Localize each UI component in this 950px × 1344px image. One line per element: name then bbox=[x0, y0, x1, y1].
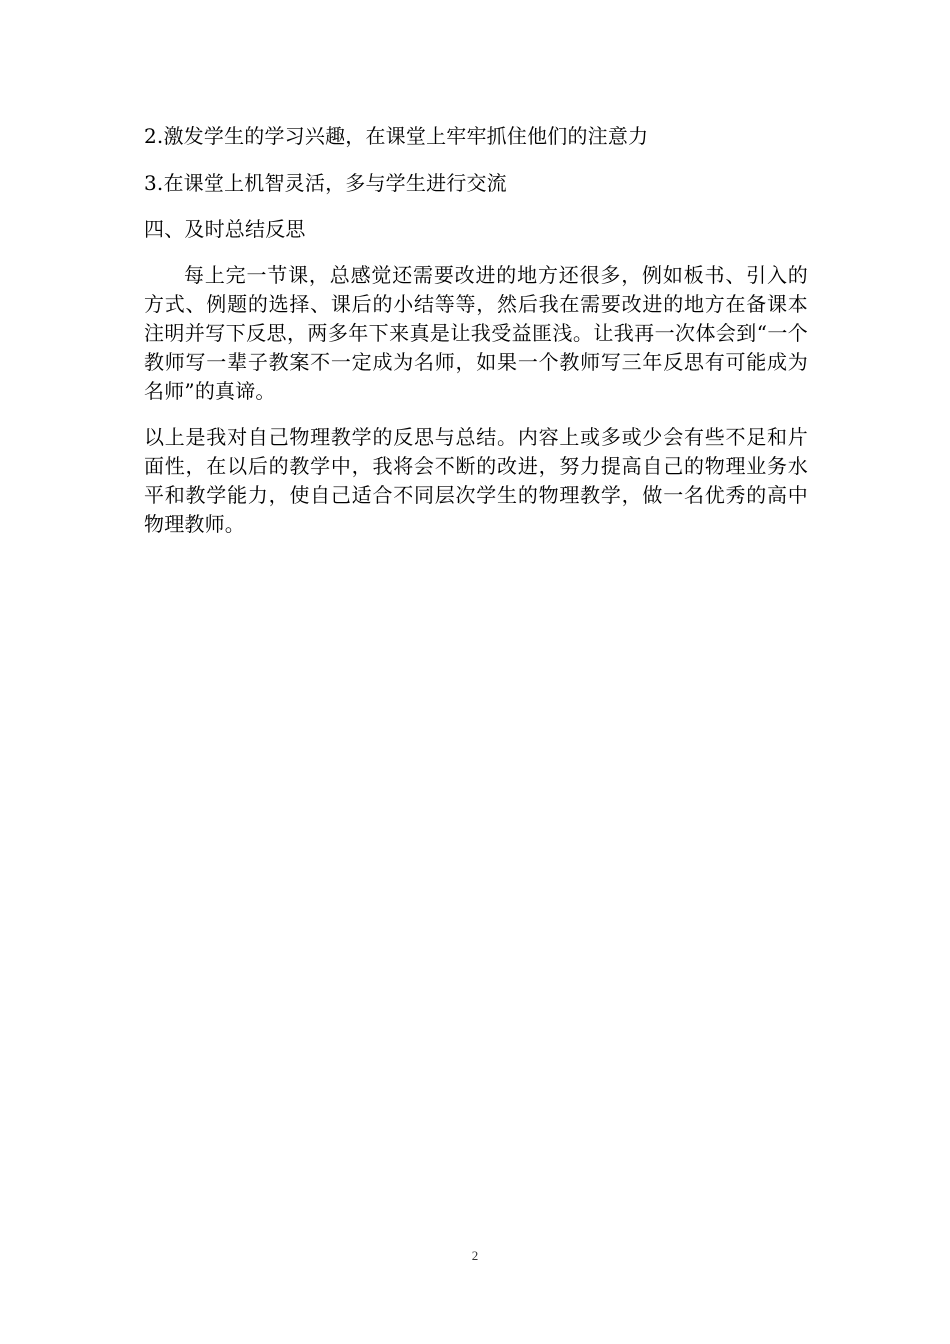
section-heading: 四、及时总结反思 bbox=[144, 217, 306, 241]
page-number: 2 bbox=[471, 1248, 479, 1263]
paragraph-summary: 以上是我对自己物理教学的反思与总结。内容上或多或少会有些不足和片面性，在以后的教学中，我将会不断的改进，努力提高自己的物理业务水平和教学能力，使自己适合不同层次学生的物理教学，做一名优秀的高中物理教师。 bbox=[144, 425, 808, 536]
paragraph-reflection: 每上完一节课，总感觉还需要改进的地方还很多，例如板书、引入的方式、例题的选择、课后的小结等等，然后我在需要改进的地方在备课本注明并写下反思，两多年下来真是让我受益匪浅。让我再一次体会到“一个教师写一辈子教案不一定成为名师，如果一个教师写三年反思有可能成为名师”的真谛。 bbox=[144, 263, 808, 403]
document-body bbox=[144, 121, 808, 539]
list-item-2: 2.激发学生的学习兴趣，在课堂上牢牢抓住他们的注意力 bbox=[144, 124, 649, 148]
list-item-3: 3.在课堂上机智灵活，多与学生进行交流 bbox=[144, 171, 507, 195]
